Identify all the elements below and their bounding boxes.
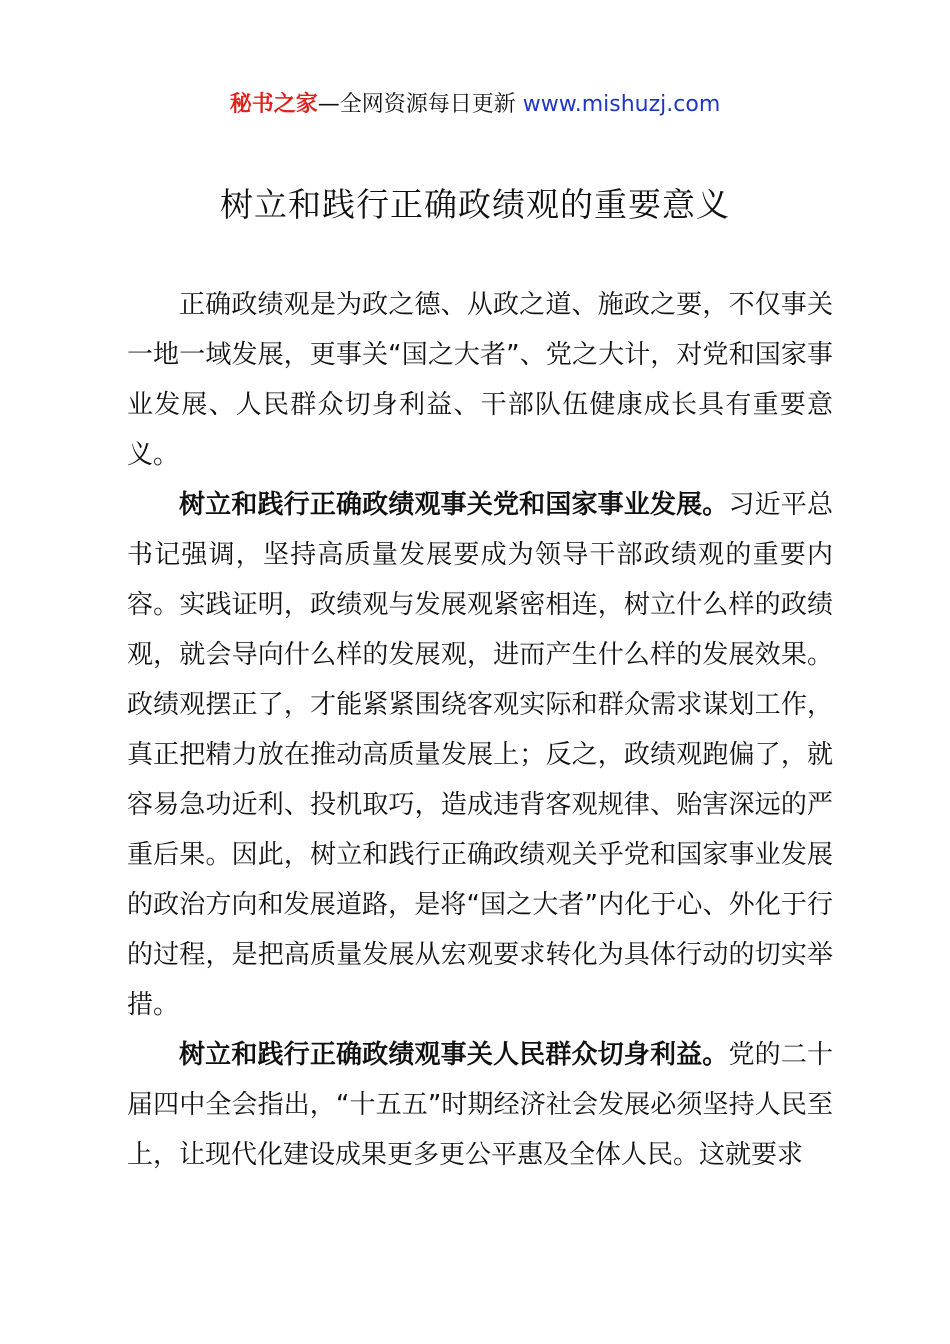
paragraph-lead: 树立和践行正确政绩观事关党和国家事业发展。 [179,490,729,520]
paragraph-party-development [127,480,833,1030]
paragraph-lead: 树立和践行正确政绩观事关人民群众切身利益。 [179,1040,729,1070]
site-brand: 秘书之家 [229,92,318,117]
paragraph-text: 正确政绩观是为政之德、从政之道、施政之要，不仅事关一地一域发展，更事关“国之大者”、党之大计，对党和国家事业发展、人民群众切身利益、干部队伍健康成长具有重要意义。 [127,290,833,470]
site-tagline: —全网资源每日更新 [317,92,523,117]
site-header [0,88,950,122]
paragraph-text: 党的二十届四中全会指出，“十五五”时期经济社会发展必须坚持人民至上，让现代化建设成果更多更公平惠及全体人民。这就要求 [127,1040,833,1170]
paragraph-text: 习近平总书记强调，坚持高质量发展要成为领导干部政绩观的重要内容。实践证明，政绩观与发展观紧密相连，树立什么样的政绩观，就会导向什么样的发展观，进而产生什么样的发展效果。政绩观摆正了，才能紧紧围绕客观实际和群众需求谋划工作，真正把精力放在推动高质量发展上；反之，政绩观跑偏了，就容易急功近利、投机取巧，造成违背客观规律、贻害深远的严重后果。因此，树立和践行正确政绩观关乎党和国家事业发展的政治方向和发展道路，是将“国之大者”内化于心、外化于行的过程，是把高质量发展从宏观要求转化为具体行动的切实举措。 [127,490,833,1020]
paragraph-people-interests [127,1030,833,1180]
site-url-link[interactable]: www.mishuzj.com [522,92,721,117]
paragraph-intro [127,280,833,480]
document-body [127,280,833,1180]
document-title: 树立和践行正确政绩观的重要意义 [220,185,730,224]
